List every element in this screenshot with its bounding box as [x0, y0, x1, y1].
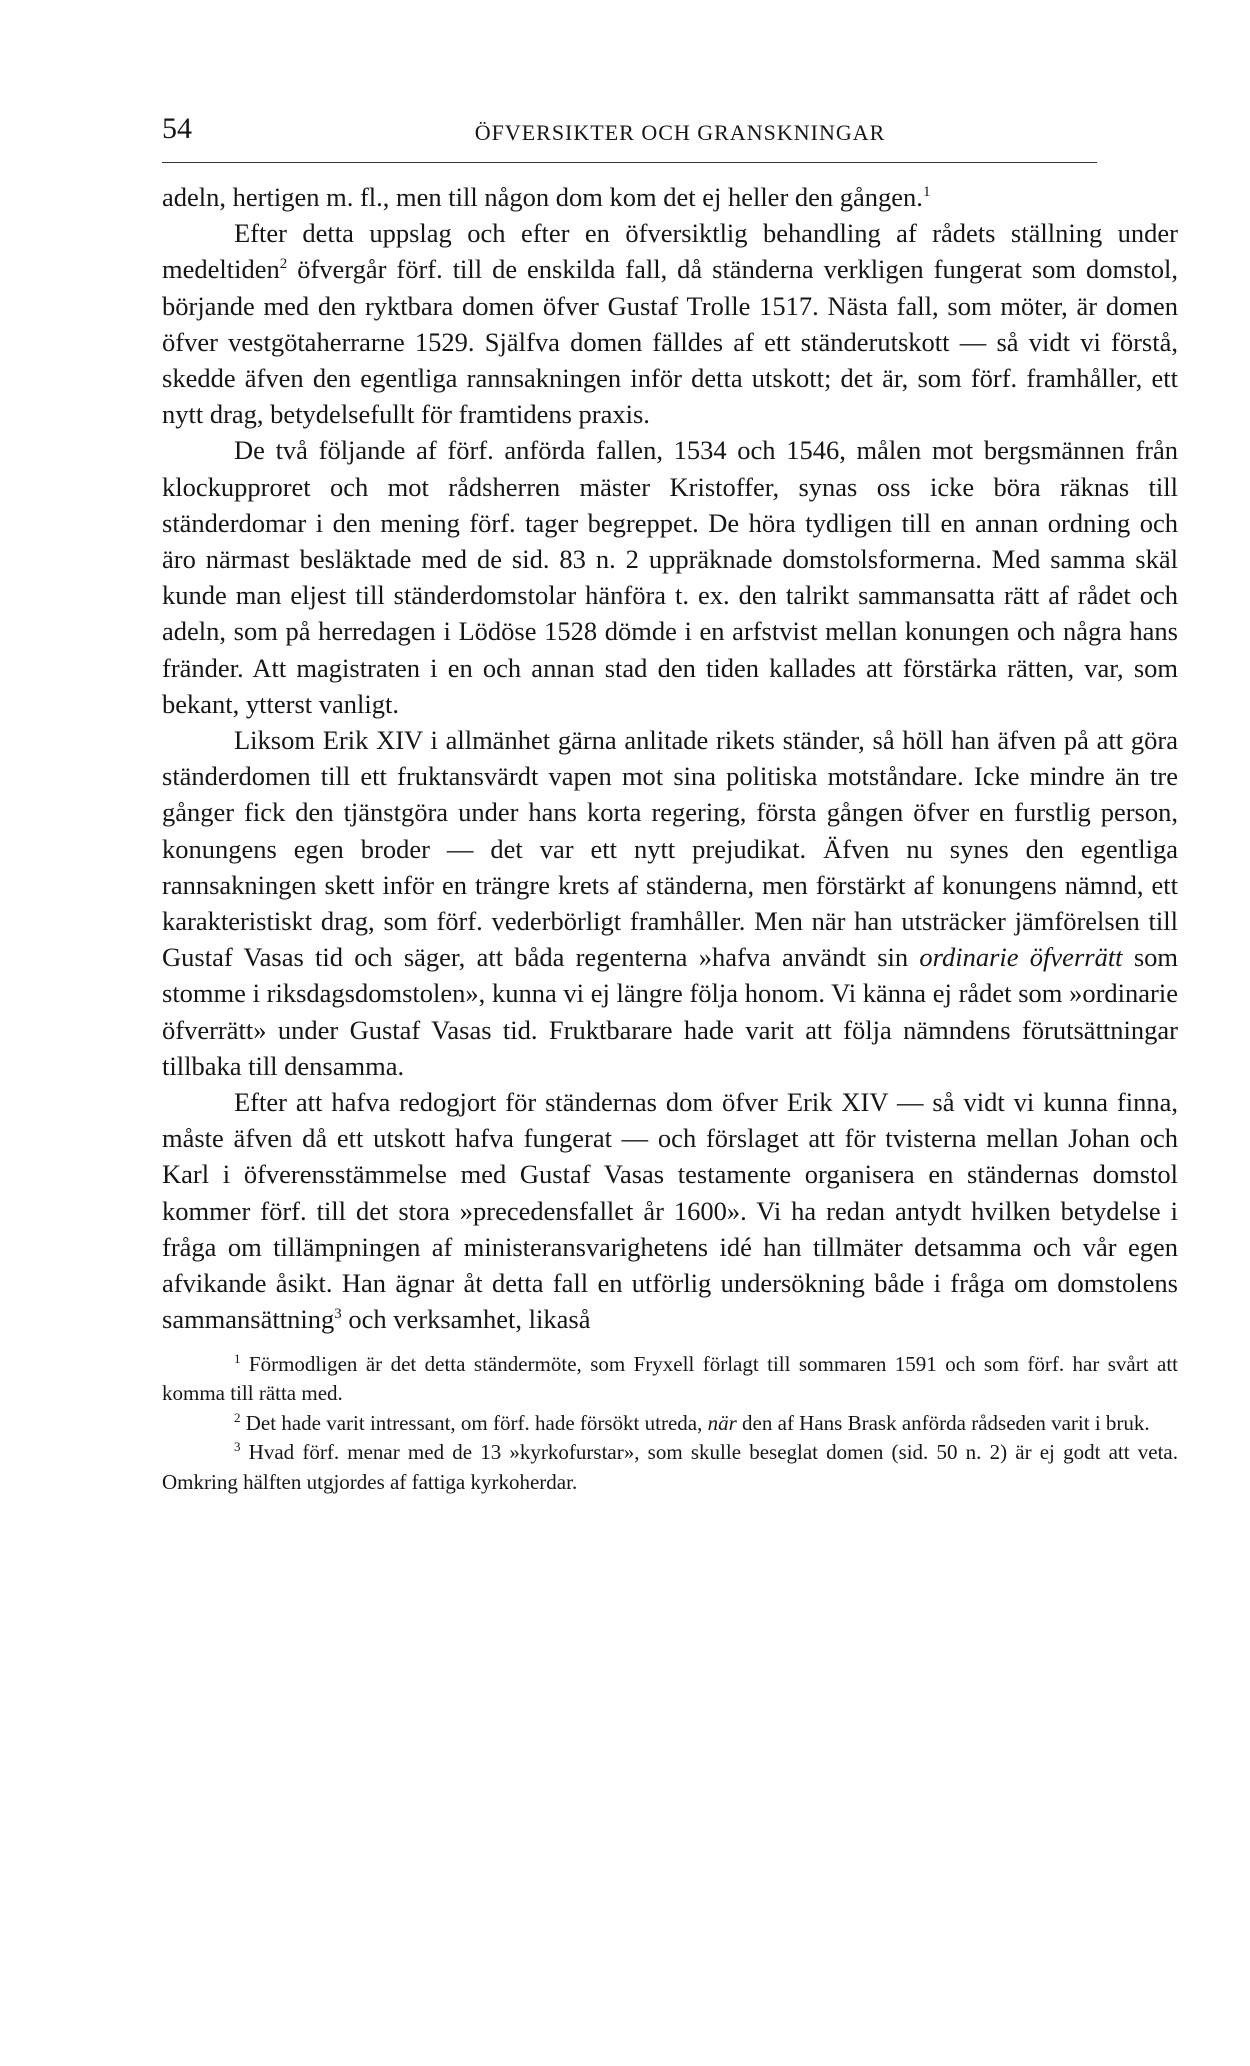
- footnotes: [162, 1350, 1178, 1498]
- footnote-3-text: Hvad förf. menar med de 13 »kyrkofurstar», som skulle beseglat domen (sid. 50 n. 2) är ej godt att veta. Omkring hälften utgjordes af fattiga kyrkoherdar.: [162, 1440, 1178, 1494]
- page-header: [162, 110, 1178, 154]
- footnote-2-italic: när: [707, 1410, 737, 1435]
- footnote-ref-3: 3: [334, 1306, 342, 1323]
- footnote-marker-2: 2: [234, 1409, 241, 1425]
- footnote-2: [162, 1409, 1178, 1439]
- footnote-marker-1: 1: [234, 1350, 241, 1366]
- footnote-3: [162, 1438, 1178, 1497]
- footnote-ref-2: 2: [279, 256, 288, 273]
- header-rule: [162, 162, 1097, 163]
- paragraph-5-text-b: och verksamhet, likaså: [341, 1304, 591, 1335]
- paragraph-2-text-a: Efter detta uppslag och efter en öfversiktlig behandling af rådets ställning under medeltiden: [162, 218, 1178, 285]
- paragraph-1-text: adeln, hertigen m. fl., men till någon dom kom det ej heller den gången.: [162, 182, 923, 212]
- paragraph-4: [162, 722, 1178, 1084]
- paragraph-4-text-b: som stomme i riksdagsdomstolen», kunna vi ej längre följa honom. Vi känna ej rådet som »ordinarie öfverrätt» under Gustaf Vasas tid. Fruktbarare hade varit att följa nämndens förutsättningar tillbaka till densamma.: [162, 942, 1178, 1081]
- body-text: [162, 179, 1178, 1338]
- paragraph-5: [162, 1084, 1178, 1337]
- footnote-2-text-a: Det hade varit intressant, om förf. hade försökt utreda,: [240, 1410, 708, 1435]
- footnote-ref-1: 1: [922, 184, 931, 201]
- footnote-marker-3: 3: [234, 1439, 241, 1454]
- book-page: [162, 110, 1178, 1497]
- footnote-2-text-b: den af Hans Brask anförda rådseden varit i bruk.: [736, 1410, 1150, 1435]
- footnote-1: [162, 1350, 1178, 1409]
- paragraph-4-italic: ordinarie öfverrätt: [919, 942, 1123, 973]
- paragraph-2: [162, 215, 1178, 432]
- paragraph-5-text-a: Efter att hafva redogjort för ständernas dom öfver Erik XIV — så vidt vi kunna finna, måste äfven då ett utskott hafva fungerat — och förslaget att för tvisterna mellan Johan och Karl i öfverensstämmelse med Gustaf Vasas testamente organisera en ständernas domstol kommer förf. till det stora »precedensfallet år 1600». Vi ha redan antydt hvilken betydelse i fråga om tillämpningen af ministeransvarighetens idé han tillmäter detsamma och vår egen afvikande åsikt. Han ägnar åt detta fall en utförlig undersökning både i fråga om domstolens sammansättning: [162, 1087, 1178, 1335]
- page-number: 54: [162, 112, 192, 145]
- paragraph-4-text-a: Liksom Erik XIV i allmänhet gärna anlitade rikets ständer, så höll han äfven på att göra ständerdomen till ett fruktansvärdt vapen mot sina politiska motståndare. Icke mindre än tre gånger fick den tjänstgöra under hans korta regering, första gången öfver en furstlig person, konungens egen broder — det var ett nytt prejudikat. Äfven nu synes den egentliga rannsakningen skett inför en trängre krets af ständerna, men förstärkt af konungens nämnd, ett karakteristiskt drag, som förf. vederbörligt framhåller. Men när han utsträcker jämförelsen till Gustaf Vasas tid och säger, att båda regenterna »hafva användt sin: [162, 725, 1178, 973]
- paragraph-3: De två följande af förf. anförda fallen, 1534 och 1546, målen mot bergsmännen från klockupproret och mot rådsherren mäster Kristoffer, synas oss icke böra räknas till ständerdomar i den mening förf. tager begreppet. De höra tydligen till en annan ordning och äro närmast besläktade med de sid. 83 n. 2 uppräknade domstolsformerna. Med samma skäl kunde man eljest till ständerdomstolar hänföra t. ex. den talrikt sammansatta rätt af rådet och adeln, som på herredagen i Lödöse 1528 dömde i en arfstvist mellan konungen och några hans fränder. Att magistraten i en och annan stad den tiden kallades att förstärka rätten, var, som bekant, ytterst vanligt.: [162, 435, 1178, 719]
- footnote-1-text: Förmodligen är det detta ständermöte, som Fryxell förlagt till sommaren 1591 och som förf. har svårt att komma till rätta med.: [162, 1351, 1178, 1405]
- paragraph-2-text-b: öfvergår förf. till de enskilda fall, då ständerna verkligen fungerat som domstol, börjande med den ryktbara domen öfver Gustaf Trolle 1517. Nästa fall, som möter, är domen öfver vestgötaherrarne 1529. Själfva domen fälldes af ett ständerutskott — så vidt vi förstå, skedde äfven den egentliga rannsakningen inför detta utskott; det är, som förf. framhåller, ett nytt drag, betydelsefullt för framtidens praxis.: [162, 254, 1178, 430]
- running-head: ÖFVERSIKTER OCH GRANSKNINGAR: [474, 120, 886, 145]
- paragraph-1: [162, 179, 1178, 215]
